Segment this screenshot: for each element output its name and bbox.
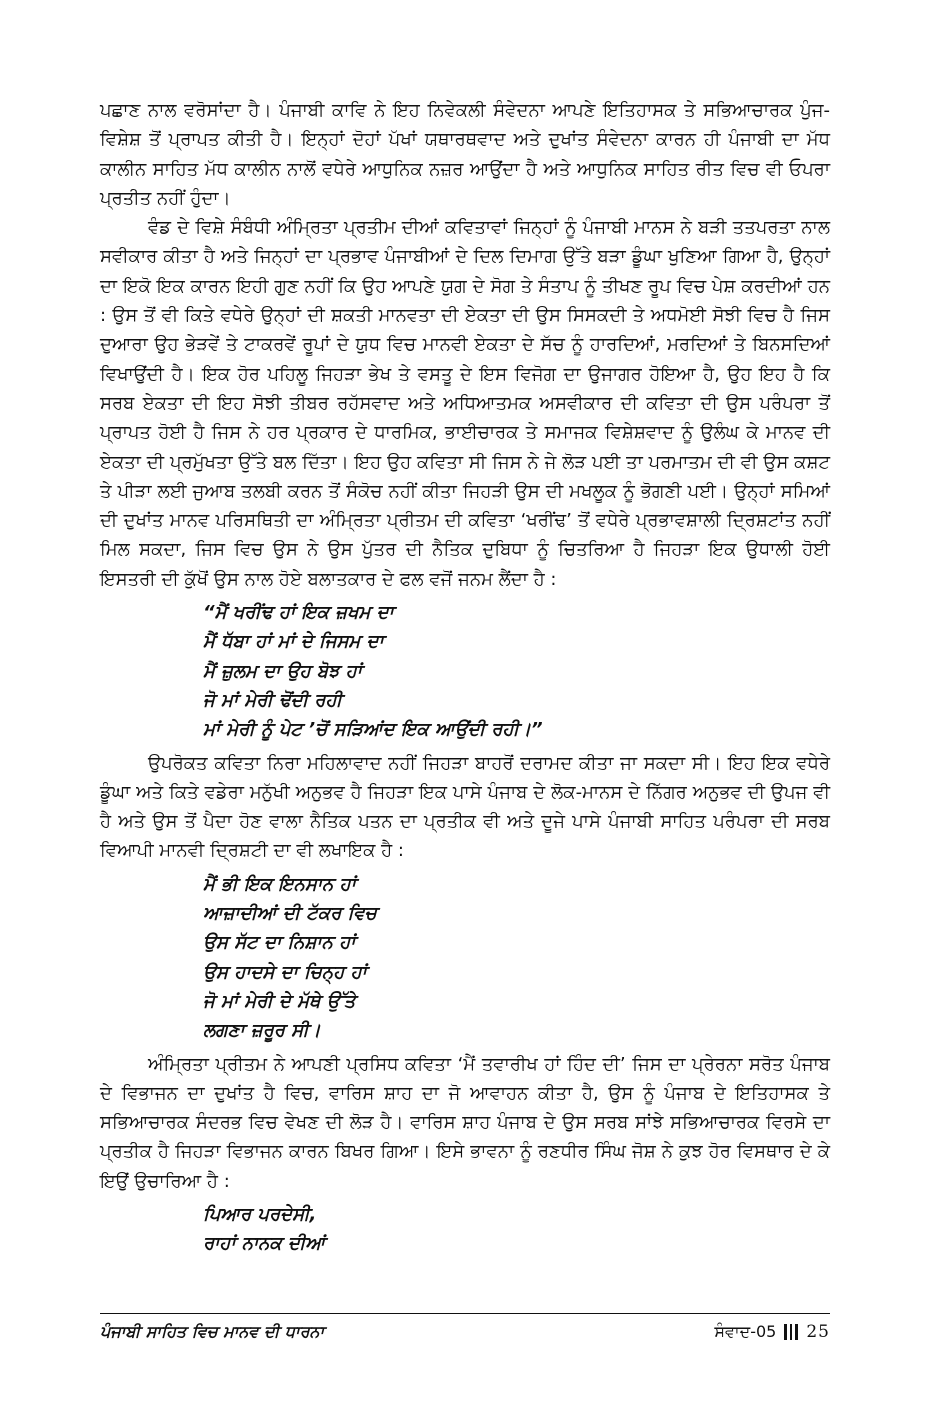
verse-line: ਆਜ਼ਾਦੀਆਂ ਦੀ ਟੱਕਰ ਵਿਚ [203, 903, 377, 925]
verse-line: ਮੈਂ ਜ਼ੁਲਮ ਦਾ ਉਹ ਬੋਝ ਹਾਂ [203, 660, 362, 682]
footer-divider [100, 1313, 830, 1314]
journal-name: ਸੰਵਾਦ-05 [714, 1322, 777, 1341]
paragraph: ਉਪਰੋਕਤ ਕਵਿਤਾ ਨਿਰਾ ਮਹਿਲਾਵਾਦ ਨਹੀਂ ਜਿਹੜਾ ਬਾਹਰੋਂ ਦਰਾਮਦ ਕੀਤਾ ਜਾ ਸਕਦਾ ਸੀ। ਇਹ ਇਕ ਵਧੇਰੇ ਡੂੰਘਾ ਅਤੇ ਕਿਤੇ ਵਡੇਰਾ ਮਨੁੱਖੀ ਅਨੁਭਵ ਹੈ ਜਿਹੜਾ ਇਕ ਪਾਸੇ ਪੰਜਾਬ ਦੇ ਲੋਕ-ਮਾਨਸ ਦੇ ਨਿੱਗਰ ਅਨੁਭਵ ਦੀ ਉਪਜ ਵੀ ਹੈ ਅਤੇ ਉਸ ਤੋਂ ਪੈਦਾ ਹੋਣ ਵਾਲਾ ਨੈਤਿਕ ਪਤਨ ਦਾ ਪ੍ਰਤੀਕ ਵੀ ਅਤੇ ਦੂਜੇ ਪਾਸੇ ਪੰਜਾਬੀ ਸਾਹਿਤ ਪਰੰਪਰਾ ਦੀ ਸਰਬ ਵਿਆਪੀ ਮਾਨਵੀ ਦ੍ਰਿਸ਼ਟੀ ਦਾ ਵੀ ਲਖਾਇਕ ਹੈ : [100, 752, 830, 862]
verse-line: ਜੋ ਮਾਂ ਮੇਰੀ ਦੇ ਮੱਥੇ ਉੱਤੇ [203, 990, 356, 1012]
verse-line: ਮਾਂ ਮੇਰੀ ਨੂੰ ਪੇਟ ’ਚੋਂ ਸੜਿਆਂਦ ਇਕ ਆਉਂਦੀ ਰਹੀ।” [203, 719, 543, 741]
verse-block [203, 598, 830, 744]
paragraph: ਵੰਡ ਦੇ ਵਿਸ਼ੇ ਸੰਬੰਧੀ ਅੰਮ੍ਰਿਤਾ ਪ੍ਰਤੀਮ ਦੀਆਂ ਕਵਿਤਾਵਾਂ ਜਿਨ੍ਹਾਂ ਨੂੰ ਪੰਜਾਬੀ ਮਾਨਸ ਨੇ ਬੜੀ ਤਤਪਰਤਾ ਨਾਲ ਸਵੀਕਾਰ ਕੀਤਾ ਹੈ ਅਤੇ ਜਿਨ੍ਹਾਂ ਦਾ ਪ੍ਰਭਾਵ ਪੰਜਾਬੀਆਂ ਦੇ ਦਿਲ ਦਿਮਾਗ ਉੱਤੇ ਬੜਾ ਡੂੰਘਾ ਖੁਣਿਆ ਗਿਆ ਹੈ, ਉਨ੍ਹਾਂ ਦਾ ਇਕੋ ਇਕ ਕਾਰਨ ਇਹੀ ਗੁਣ ਨਹੀਂ ਕਿ ਉਹ ਆਪਣੇ ਯੁਗ ਦੇ ਸੋਗ ਤੇ ਸੰਤਾਪ ਨੂੰ ਤੀਖਣ ਰੂਪ ਵਿਚ ਪੇਸ਼ ਕਰਦੀਆਂ ਹਨ : ਉਸ ਤੋਂ ਵੀ ਕਿਤੇ ਵਧੇਰੇ ਉਨ੍ਹਾਂ ਦੀ ਸ਼ਕਤੀ ਮਾਨਵਤਾ ਦੀ ਏਕਤਾ ਦੀ ਉਸ ਸਿਸਕਦੀ ਤੇ ਅਧਮੋਈ ਸੋਝੀ ਵਿਚ ਹੈ ਜਿਸ ਦੁਆਰਾ ਉਹ ਭੇੜਵੇਂ ਤੇ ਟਾਕਰਵੇਂ ਰੂਪਾਂ ਦੇ ਯੁਧ ਵਿਚ ਮਾਨਵੀ ਏਕਤਾ ਦੇ ਸੱਚ ਨੂੰ ਹਾਰਦਿਆਂ, ਮਰਦਿਆਂ ਤੇ ਬਿਨਸਦਿਆਂ ਵਿਖਾਉਂਦੀ ਹੈ। ਇਕ ਹੋਰ ਪਹਿਲੂ ਜਿਹੜਾ ਭੇਖ ਤੇ ਵਸਤੂ ਦੇ ਇਸ ਵਿਜੋਗ ਦਾ ਉਜਾਗਰ ਹੋਇਆ ਹੈ, ਉਹ ਇਹ ਹੈ ਕਿ ਸਰਬ ਏਕਤਾ ਦੀ ਇਹ ਸੋਝੀ ਤੀਬਰ ਰਹੱਸਵਾਦ ਅਤੇ ਅਧਿਆਤਮਕ ਅਸਵੀਕਾਰ ਦੀ ਕਵਿਤਾ ਦੀ ਉਸ ਪਰੰਪਰਾ ਤੋਂ ਪ੍ਰਾਪਤ ਹੋਈ ਹੈ ਜਿਸ ਨੇ ਹਰ ਪ੍ਰਕਾਰ ਦੇ ਧਾਰਮਿਕ, ਭਾਈਚਾਰਕ ਤੇ ਸਮਾਜਕ ਵਿਸ਼ੇਸ਼ਵਾਦ ਨੂੰ ਉਲੰਘ ਕੇ ਮਾਨਵ ਦੀ ਏਕਤਾ ਦੀ ਪ੍ਰਮੁੱਖਤਾ ਉੱਤੇ ਬਲ ਦਿੱਤਾ। ਇਹ ਉਹ ਕਵਿਤਾ ਸੀ ਜਿਸ ਨੇ ਜੇ ਲੋੜ ਪਈ ਤਾ ਪਰਮਾਤਮ ਦੀ ਵੀ ਉਸ ਕਸ਼ਟ ਤੇ ਪੀੜਾ ਲਈ ਜੁਆਬ ਤਲਬੀ ਕਰਨ ਤੋਂ ਸੰਕੋਚ ਨਹੀਂ ਕੀਤਾ ਜਿਹੜੀ ਉਸ ਦੀ ਮਖਲੂਕ ਨੂੰ ਭੋਗਣੀ ਪਈ। ਉਨ੍ਹਾਂ ਸਮਿਆਂ ਦੀ ਦੁਖਾਂਤ ਮਾਨਵ ਪਰਿਸਥਿਤੀ ਦਾ ਅੰਮ੍ਰਿਤਾ ਪ੍ਰੀਤਮ ਦੀ ਕਵਿਤਾ ‘ਖਰੀਂਢ’ ਤੋਂ ਵਧੇਰੇ ਪ੍ਰਭਾਵਸ਼ਾਲੀ ਦ੍ਰਿਸ਼ਟਾਂਤ ਨਹੀਂ ਮਿਲ ਸਕਦਾ, ਜਿਸ ਵਿਚ ਉਸ ਨੇ ਉਸ ਪੁੱਤਰ ਦੀ ਨੈਤਿਕ ਦੁਬਿਧਾ ਨੂੰ ਚਿਤਰਿਆ ਹੈ ਜਿਹੜਾ ਇਕ ਉਧਾਲੀ ਹੋਈ ਇਸਤਰੀ ਦੀ ਕੁੱਖੋਂ ਉਸ ਨਾਲ ਹੋਏ ਬਲਾਤਕਾਰ ਦੇ ਫਲ ਵਜੋਂ ਜਨਮ ਲੈਂਦਾ ਹੈ : [100, 217, 830, 590]
verse-line: ਪਿਆਰ ਪਰਦੇਸੀ, [203, 1203, 317, 1225]
verse-line: ਜੋ ਮਾਂ ਮੇਰੀ ਢੋਂਦੀ ਰਹੀ [203, 689, 342, 711]
running-title: ਪੰਜਾਬੀ ਸਾਹਿਤ ਵਿਚ ਮਾਨਵ ਦੀ ਧਾਰਨਾ [100, 1322, 325, 1341]
verse-line: ਉਸ ਹਾਦਸੇ ਦਾ ਚਿਨ੍ਹ ਹਾਂ [203, 961, 367, 983]
paragraph: ਅੰਮ੍ਰਿਤਾ ਪ੍ਰੀਤਮ ਨੇ ਆਪਣੀ ਪ੍ਰਸਿਧ ਕਵਿਤਾ ‘ਮੈਂ ਤਵਾਰੀਖ ਹਾਂ ਹਿੰਦ ਦੀ’ ਜਿਸ ਦਾ ਪ੍ਰੇਰਨਾ ਸਰੋਤ ਪੰਜਾਬ ਦੇ ਵਿਭਾਜਨ ਦਾ ਦੁਖਾਂਤ ਹੈ ਵਿਚ, ਵਾਰਿਸ ਸ਼ਾਹ ਦਾ ਜੋ ਆਵਾਹਨ ਕੀਤਾ ਹੈ, ਉਸ ਨੂੰ ਪੰਜਾਬ ਦੇ ਇਤਿਹਾਸਕ ਤੇ ਸਭਿਆਚਾਰਕ ਸੰਦਰਭ ਵਿਚ ਵੇਖਣ ਦੀ ਲੋੜ ਹੈ। ਵਾਰਿਸ ਸ਼ਾਹ ਪੰਜਾਬ ਦੇ ਉਸ ਸਰਬ ਸਾਂਝੇ ਸਭਿਆਚਾਰਕ ਵਿਰਸੇ ਦਾ ਪ੍ਰਤੀਕ ਹੈ ਜਿਹੜਾ ਵਿਭਾਜਨ ਕਾਰਨ ਬਿਖਰ ਗਿਆ। ਇਸੇ ਭਾਵਨਾ ਨੂੰ ਰਣਧੀਰ ਸਿੰਘ ਜੋਸ਼ ਨੇ ਕੁਝ ਹੋਰ ਵਿਸਥਾਰ ਦੇ ਕੇ ਇਉਂ ਉਚਾਰਿਆ ਹੈ : [100, 1053, 830, 1192]
verse-line: ਲਗਣਾ ਜ਼ਰੂਰ ਸੀ। [203, 1020, 321, 1042]
verse-block [203, 870, 830, 1046]
page-footer [100, 1322, 830, 1348]
verse-line: “ਮੈਂ ਖਰੀਂਢ ਹਾਂ ਇਕ ਜ਼ਖਮ ਦਾ [203, 602, 394, 624]
triple-bar-icon [784, 1324, 798, 1340]
verse-line: ਮੈਂ ਧੱਬਾ ਹਾਂ ਮਾਂ ਦੇ ਜਿਸਮ ਦਾ [203, 631, 384, 653]
page-body [100, 96, 830, 1263]
verse-line: ਮੈਂ ਭੀ ਇਕ ਇਨਸਾਨ ਹਾਂ [203, 873, 356, 895]
verse-block [203, 1200, 830, 1259]
page-number: 25 [806, 1322, 830, 1342]
verse-line: ਰਾਹਾਂ ਨਾਨਕ ਦੀਆਂ [203, 1233, 325, 1255]
paragraph: ਪਛਾਣ ਨਾਲ ਵਰੋਸਾਂਦਾ ਹੈ। ਪੰਜਾਬੀ ਕਾਵਿ ਨੇ ਇਹ ਨਿਵੇਕਲੀ ਸੰਵੇਦਨਾ ਆਪਣੇ ਇਤਿਹਾਸਕ ਤੇ ਸਭਿਆਚਾਰਕ ਪੁੰਜ-ਵਿਸ਼ੇਸ਼ ਤੋਂ ਪ੍ਰਾਪਤ ਕੀਤੀ ਹੈ। ਇਨ੍ਹਾਂ ਦੋਹਾਂ ਪੱਖਾਂ ਯਥਾਰਥਵਾਦ ਅਤੇ ਦੁਖਾਂਤ ਸੰਵੇਦਨਾ ਕਾਰਨ ਹੀ ਪੰਜਾਬੀ ਦਾ ਮੱਧ ਕਾਲੀਨ ਸਾਹਿਤ ਮੱਧ ਕਾਲੀਨ ਨਾਲੋਂ ਵਧੇਰੇ ਆਧੁਨਿਕ ਨਜ਼ਰ ਆਉਂਦਾ ਹੈ ਅਤੇ ਆਧੁਨਿਕ ਸਾਹਿਤ ਰੀਤ ਵਿਚ ਵੀ ਓਪਰਾ ਪ੍ਰਤੀਤ ਨਹੀਂ ਹੁੰਦਾ। [100, 100, 830, 209]
verse-line: ਉਸ ਸੱਟ ਦਾ ਨਿਸ਼ਾਨ ਹਾਂ [203, 932, 356, 954]
footer-right [714, 1322, 830, 1342]
